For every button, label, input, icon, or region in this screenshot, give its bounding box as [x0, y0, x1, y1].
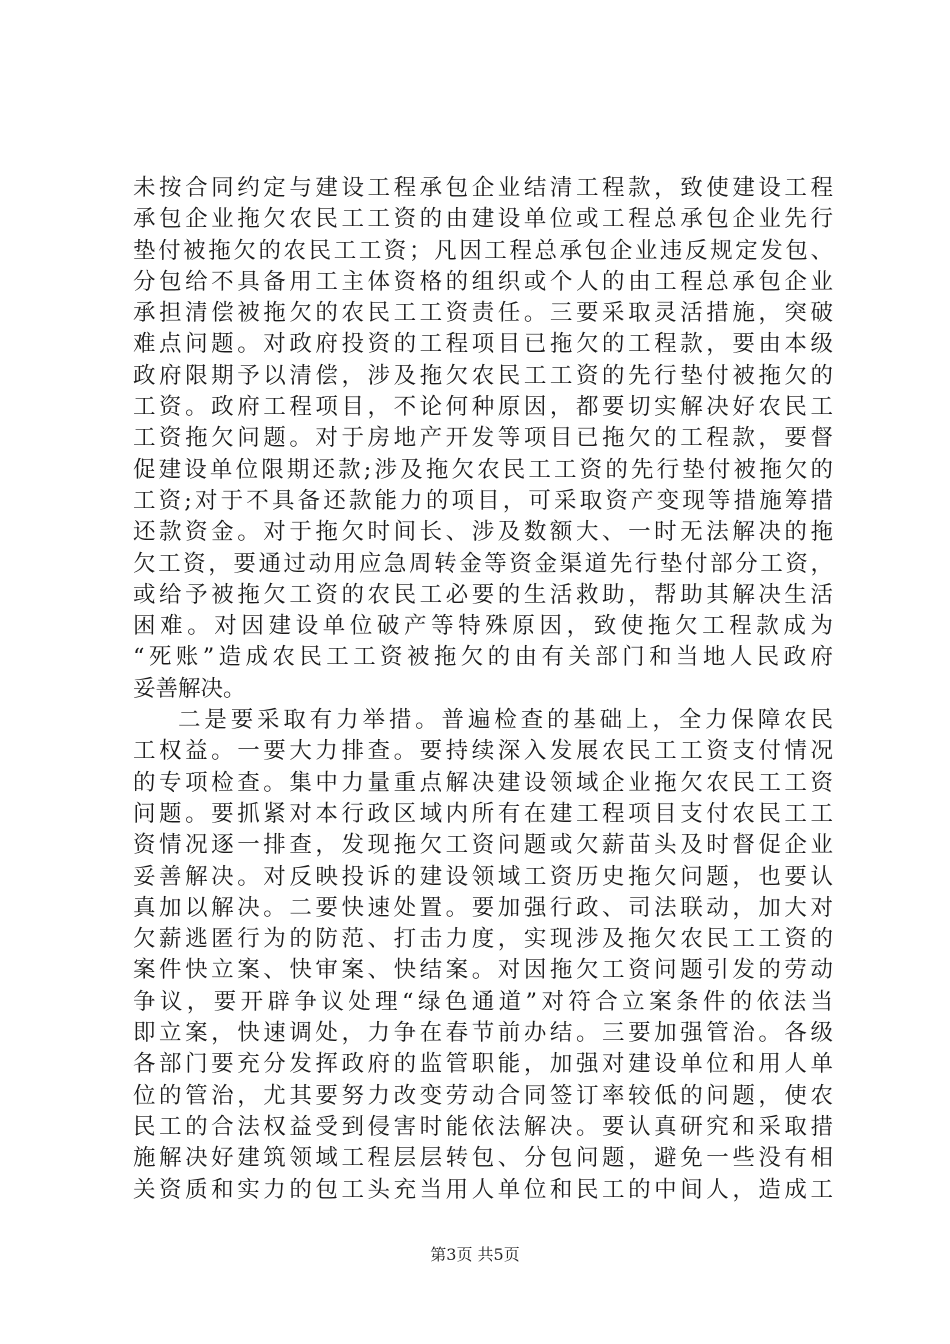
text-line: 困难。对因建设单位破产等特殊原因，致使拖欠工程款成为: [133, 613, 833, 640]
text-line: 争议，要开辟争议处理“绿色通道”对符合立案条件的依法当: [133, 988, 833, 1015]
text-line: 案件快立案、快审案、快结案。对因拖欠工资问题引发的劳动: [133, 957, 833, 984]
text-line: 资情况逐一排查，发现拖欠工资问题或欠薪苗头及时督促企业: [133, 832, 833, 859]
text-line: 未按合同约定与建设工程承包企业结清工程款，致使建设工程: [133, 175, 833, 201]
text-line: 工资;对于不具备还款能力的项目，可采取资产变现等措施筹措: [133, 487, 833, 514]
text-line: 难点问题。对政府投资的工程项目已拖欠的工程款，要由本级: [133, 331, 833, 358]
text-line: 问题。要抓紧对本行政区域内所有在建工程项目支付农民工工: [133, 800, 833, 827]
text-line: 承包企业拖欠农民工工资的由建设单位或工程总承包企业先行: [133, 206, 833, 233]
text-line: 民工的合法权益受到侵害时能依法解决。要认真研究和采取措: [133, 1113, 833, 1140]
text-line: 的专项检查。集中力量重点解决建设领域企业拖欠农民工工资: [133, 769, 833, 796]
page-number-footer: 第3页 共5页: [430, 1245, 520, 1264]
text-line: 二是要采取有力举措。普遍检查的基础上，全力保障农民: [178, 707, 833, 734]
text-line: 还款资金。对于拖欠时间长、涉及数额大、一时无法解决的拖: [133, 519, 833, 546]
text-line: 关资质和实力的包工头充当用人单位和民工的中间人，造成工: [133, 1176, 833, 1203]
text-line: 承担清偿被拖欠的农民工工资责任。三要采取灵活措施，突破: [133, 300, 833, 327]
paragraph: [133, 173, 833, 705]
text-line: 工资。政府工程项目，不论何种原因，都要切实解决好农民工: [133, 394, 833, 421]
text-line: 工资拖欠问题。对于房地产开发等项目已拖欠的工程款，要督: [133, 425, 833, 452]
document-body: [133, 173, 833, 1206]
text-line: 位的管治，尤其要努力改变劳动合同签订率较低的问题，使农: [133, 1082, 833, 1109]
text-line: 即立案，快速调处，力争在春节前办结。三要加强管治。各级: [133, 1020, 833, 1047]
text-line: 妥善解决。: [133, 675, 246, 702]
text-line: “死账”造成农民工工资被拖欠的由有关部门和当地人民政府: [133, 644, 833, 671]
text-line: 欠薪逃匿行为的防范、打击力度，实现涉及拖欠农民工工资的: [133, 926, 833, 953]
text-line: 真加以解决。二要快速处置。要加强行政、司法联动，加大对: [133, 894, 833, 921]
text-line: 欠工资，要通过动用应急周转金等资金渠道先行垫付部分工资，: [133, 550, 833, 577]
text-line: 垫付被拖欠的农民工工资；凡因工程总承包企业违反规定发包、: [133, 237, 833, 264]
text-line: 各部门要充分发挥政府的监管职能，加强对建设单位和用人单: [133, 1051, 833, 1078]
text-line: 分包给不具备用工主体资格的组织或个人的由工程总承包企业: [133, 268, 833, 295]
text-line: 妥善解决。对反映投诉的建设领域工资历史拖欠问题，也要认: [133, 863, 833, 890]
text-line: 或给予被拖欠工资的农民工必要的生活救助，帮助其解决生活: [133, 581, 833, 608]
text-line: 政府限期予以清偿，涉及拖欠农民工工资的先行垫付被拖欠的: [133, 362, 833, 389]
text-line: 施解决好建筑领域工程层层转包、分包问题，避免一些没有相: [133, 1145, 833, 1172]
paragraph: [133, 705, 833, 1206]
text-line: 促建设单位限期还款;涉及拖欠农民工工资的先行垫付被拖欠的: [133, 456, 833, 483]
text-line: 工权益。一要大力排查。要持续深入发展农民工工资支付情况: [133, 738, 833, 765]
